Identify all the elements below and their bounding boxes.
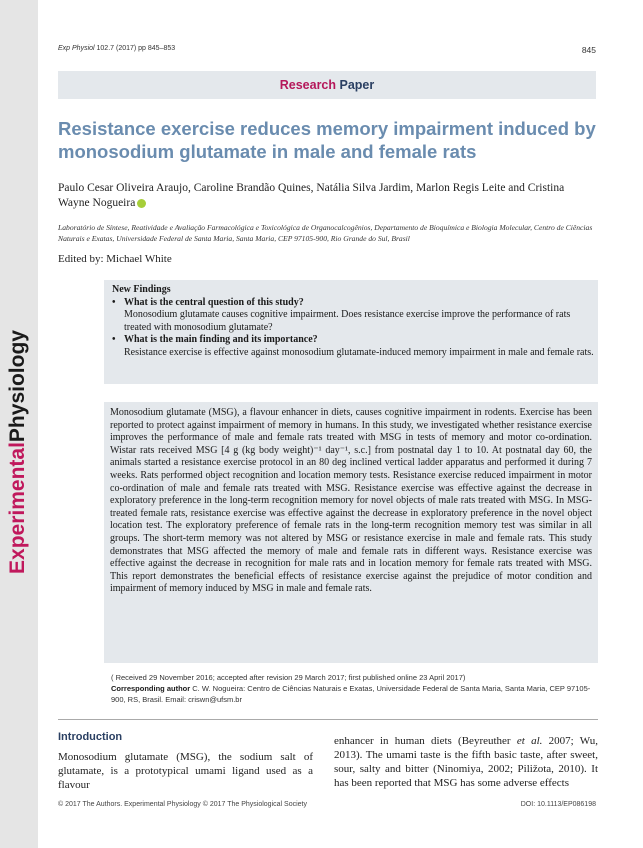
author-names: Paulo Cesar Oliveira Araujo, Caroline Brandão Quines, Natália Silva Jardim, Marlon Regis Leite and Cristina Wayne Nogueira — [58, 182, 565, 209]
abstract-box — [104, 402, 598, 663]
received-dates: ( Received 29 November 2016; accepted after revision 29 March 2017; first published online 23 April 2017) — [111, 673, 466, 682]
finding-answer: Resistance exercise is effective against monosodium glutamate-induced memory impairment in male and female rats. — [124, 346, 594, 358]
journal-word-experimental: Experimental — [6, 442, 29, 574]
article-type-band — [58, 71, 596, 99]
author-list — [58, 181, 598, 211]
article-type-word2: Paper — [336, 78, 375, 92]
introduction-column-1: Monosodium glutamate (MSG), the sodium salt of glutamate, is a prototypical umami ligand used as a flavour — [58, 751, 313, 791]
finding-question-text: What is the central question of this study? — [124, 296, 304, 308]
corresponding-author — [111, 684, 601, 706]
section-divider — [58, 719, 598, 720]
running-header-citation — [58, 45, 175, 52]
footer-copyright: © 2017 The Authors. Experimental Physiology © 2017 The Physiological Society — [58, 801, 307, 808]
edited-by: Edited by: Michael White — [58, 253, 172, 265]
finding-question — [112, 297, 594, 310]
article-title: Resistance exercise reduces memory impairment induced by monosodium glutamate in male and female rats — [58, 118, 596, 162]
page-number: 845 — [581, 45, 596, 55]
bullet-icon: • — [112, 296, 116, 308]
new-findings-heading: New Findings — [112, 284, 171, 295]
citation-text: 102.7 (2017) pp 845–853 — [94, 45, 176, 52]
finding-question-text: What is the main finding and its importance? — [124, 334, 318, 346]
footer-doi[interactable]: DOI: 10.1113/EP086198 — [520, 801, 596, 808]
finding-question — [112, 334, 594, 347]
orcid-icon[interactable] — [137, 199, 146, 208]
article-type-word1: Research — [279, 78, 337, 92]
affiliation: Laboratório de Síntese, Reatividade e Avaliação Farmacológica e Toxicológica de Organocalcogênios, Departamento de Bioquímica e Biologia Molecular, Centro de Ciências Naturais e Exatas, Universidade Federal de Santa Maria, Santa Maria, CEP 97105-900, Rio Grande do Sul, Brasil — [58, 223, 593, 243]
intro-text-b: 2007; Wu, 2013). The umami taste is the fifth basic taste, after sweet, sour, salty and bitter (Ninomiya, 2002; Piližota, 2010). It has been reported that MSG has some adverse effects — [334, 735, 598, 789]
bullet-icon: • — [112, 334, 116, 346]
intro-text-a: enhancer in human diets (Beyreuther — [334, 735, 517, 747]
corresponding-author-text: C. W. Nogueira: Centro de Ciências Naturais e Exatas, Universidade Federal de Santa Maria, Santa Maria, CEP 97105-900, RS, Brasil. Email: criswn@ufsm.br — [111, 683, 591, 704]
journal-name-vertical — [6, 330, 30, 574]
article-history — [111, 673, 601, 705]
intro-et-al: et al. — [516, 735, 543, 747]
corresponding-author-label: Corresponding author — [111, 683, 191, 693]
introduction-column-2 — [334, 734, 598, 790]
journal-abbrev: Exp Physiol — [58, 45, 95, 52]
abstract-text: Monosodium glutamate (MSG), a flavour enhancer in diets, causes cognitive impairment in rodents. Exercise has been reported to protect against impairment of memory in humans. In this study, we investigated whether resistance exercise improves the performance of male and female rats treated with MSG in tests of memory and motor co-ordination. Wistar rats received MSG [4 g (kg body weight)⁻¹ day⁻¹, s.c.] from postnatal day 1 to 10. At postnatal day 60, the animals started a resistance exercise protocol in an 80 deg inclined vertical ladder apparatus and performed it during 7 weeks. Rats performed object recognition and location memory tests. Resistance exercise reduced impairment in motor co-ordination of male and female rats treated with MSG. Resistance exercise was effective against the decrease in exploratory preference in the long-term recognition memory for novel objects of male rats treated with MSG. In MSG-treated female rats, resistance exercise was effective against the decrease in exploratory preference in the novel object location test. The exploratory preference of female rats in the long-term recognition memory test was similar in all groups. The short-term memory was not altered by MSG or resistance exercise in male and female rats. This study demonstrates that MSG affected the memory of male and female rats in different ways. Resistance exercise was effective against the decrease in recognition for male rats and in location memory for female rats treated with MSG. This report demonstrates the beneficial effects of resistance exercise against the prejudice of motor condition and impairment of memory induced by MSG in male and female rats. — [110, 407, 592, 595]
finding-answer: Monosodium glutamate causes cognitive impairment. Does resistance exercise improve the performance of rats treated with monosodium glutamate? — [124, 309, 571, 333]
journal-word-physiology: Physiology — [6, 330, 29, 443]
introduction-heading: Introduction — [58, 731, 123, 743]
new-findings-box — [104, 280, 598, 384]
journal-sidebar — [0, 0, 38, 848]
